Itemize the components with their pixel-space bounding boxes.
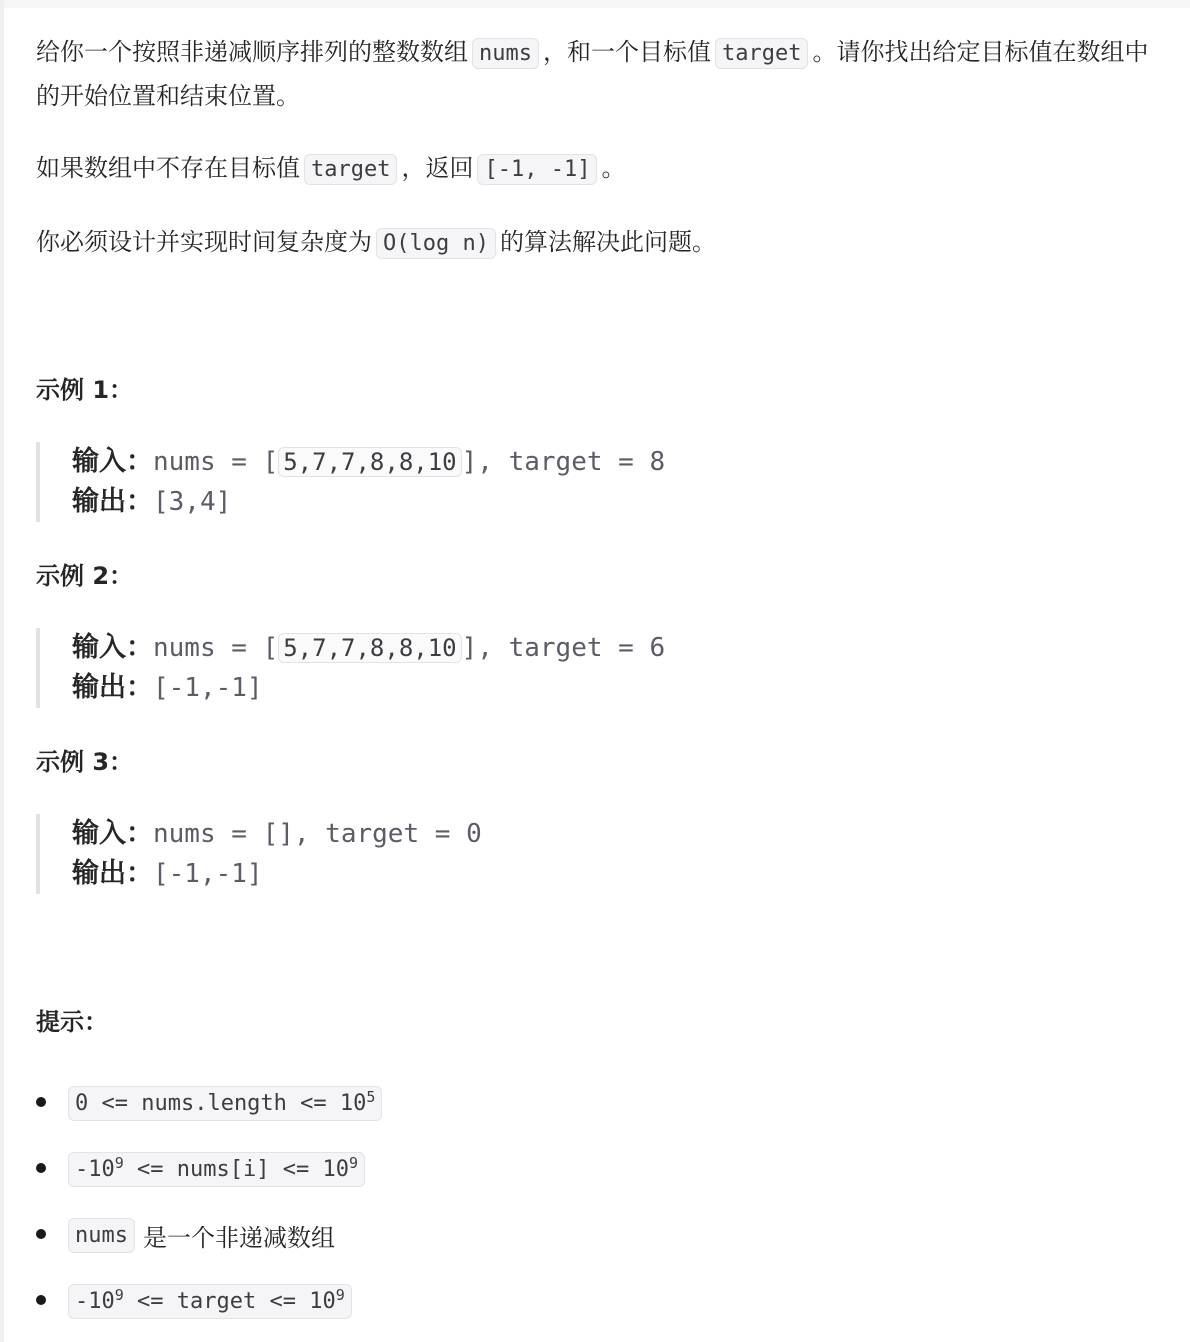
hint-code [68, 1284, 352, 1319]
input-array: 5,7,7,8,8,10 [278, 447, 461, 477]
hint-item [36, 1070, 382, 1136]
bullet-icon [36, 1295, 46, 1305]
input-label: 输入： [72, 818, 153, 849]
output-value: [-1,-1] [153, 859, 263, 889]
hint-item [36, 1136, 382, 1202]
example-output-line [72, 482, 736, 522]
inline-code-complexity: O(log n) [376, 228, 496, 259]
hint-item [36, 1268, 382, 1334]
inline-code-target: target [304, 154, 397, 185]
example-3-block [36, 814, 736, 894]
input-suffix: ], target = 6 [461, 633, 666, 663]
desc-text: 如果数组中不存在目标值 [36, 154, 300, 182]
example-1-heading: 示例 1： [36, 376, 134, 404]
bullet-icon [36, 1163, 46, 1173]
example-output-line [72, 668, 736, 708]
desc-text: 。请你找出给定目标值在数组中的开始位置和结束位置。 [36, 38, 1149, 110]
output-value: [3,4] [153, 487, 232, 517]
desc-text: ，和一个目标值 [542, 38, 711, 66]
hint-exponent: 9 [114, 1285, 124, 1304]
input-prefix: nums = [ [153, 633, 279, 663]
hint-exponent: 9 [335, 1285, 345, 1304]
example-output-line [72, 854, 736, 894]
hint-code: nums [68, 1218, 135, 1253]
input-full: nums = [], target = 0 [153, 819, 482, 849]
input-label: 输入： [72, 446, 153, 477]
hint-exponent: 9 [114, 1153, 124, 1172]
hint-item [36, 1202, 382, 1268]
inline-code-result: [-1, -1] [477, 154, 597, 185]
hint-exponent: 9 [348, 1153, 358, 1172]
description-paragraph-1 [36, 31, 1162, 117]
hint-list [36, 1070, 382, 1334]
output-label: 输出： [72, 858, 153, 889]
input-prefix: nums = [ [153, 447, 279, 477]
bullet-icon [36, 1229, 46, 1239]
desc-text: 的算法解决此问题。 [499, 228, 716, 256]
input-label: 输入： [72, 632, 153, 663]
desc-text: 你必须设计并实现时间复杂度为 [36, 228, 372, 256]
hint-code-text: -10 [75, 1156, 115, 1182]
description-paragraph-2 [36, 147, 1162, 191]
example-2-heading: 示例 2： [36, 562, 134, 590]
example-input-line [72, 442, 736, 482]
inline-code-nums: nums [472, 38, 539, 69]
description-paragraph-3 [36, 221, 1162, 265]
desc-text: 。 [601, 154, 626, 182]
example-1-block [36, 442, 736, 522]
desc-text: 给你一个按照非递减顺序排列的整数数组 [36, 38, 468, 66]
hint-code-text: -10 [75, 1288, 115, 1314]
desc-text: ，返回 [401, 154, 474, 182]
output-label: 输出： [72, 486, 153, 517]
input-array: 5,7,7,8,8,10 [278, 633, 461, 663]
bullet-icon [36, 1097, 46, 1107]
hint-code-text: <= nums[i] <= 10 [123, 1156, 349, 1182]
hint-exponent: 5 [366, 1087, 376, 1106]
example-input-line [72, 814, 736, 854]
hint-code-text: <= target <= 10 [123, 1288, 336, 1314]
hint-code [68, 1152, 365, 1187]
inline-code-target: target [715, 38, 808, 69]
left-edge [0, 0, 4, 1342]
output-label: 输出： [72, 672, 153, 703]
input-suffix: ], target = 8 [461, 447, 666, 477]
hint-code-text: 0 <= nums.length <= 10 [75, 1090, 367, 1116]
example-2-block [36, 628, 736, 708]
example-3-heading: 示例 3： [36, 748, 134, 776]
example-input-line [72, 628, 736, 668]
hint-code [68, 1086, 382, 1121]
top-strip [0, 0, 1190, 8]
hint-text: 是一个非递减数组 [142, 1223, 335, 1252]
output-value: [-1,-1] [153, 673, 263, 703]
hints-heading: 提示： [36, 1008, 108, 1036]
